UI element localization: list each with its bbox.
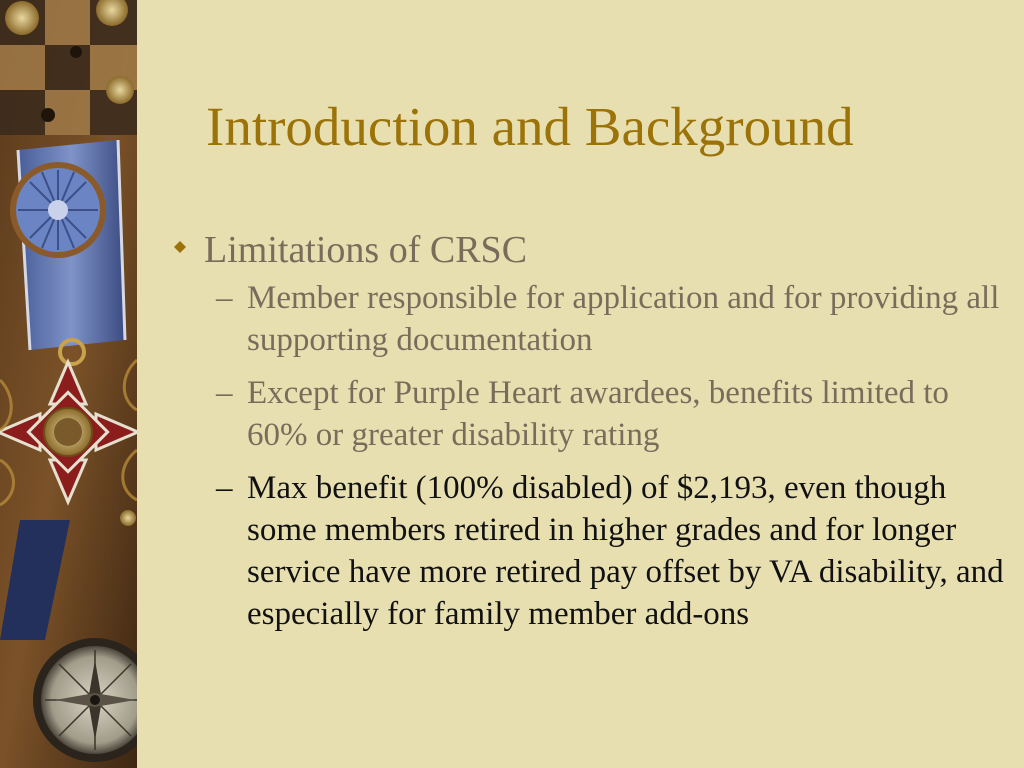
bullet-item — [174, 226, 1004, 274]
slide-content — [174, 226, 1004, 646]
sidebar-medals-image — [0, 0, 137, 768]
sub-bullet-list — [174, 277, 1004, 635]
sub-bullet-text: Member responsible for application and for providing all supporting documentation — [247, 280, 1000, 358]
sub-bullet-item — [174, 277, 1004, 361]
sub-bullet-text: Except for Purple Heart awardees, benefits limited to 60% or greater disability rating — [247, 375, 949, 453]
dash-bullet: – — [216, 280, 233, 316]
sub-bullet-item — [174, 372, 1004, 456]
sub-bullet-item — [174, 467, 1004, 635]
medals-decoration — [0, 0, 137, 768]
dash-bullet: – — [216, 470, 233, 506]
sub-bullet-text: Max benefit (100% disabled) of $2,193, even though some members retired in higher grades and for longer service have more retired pay offset by VA disability, and especially for family member add-ons — [247, 470, 1004, 632]
diamond-bullet-icon — [174, 241, 186, 253]
slide-title: Introduction and Background — [206, 96, 854, 157]
bullet-text: Limitations of CRSC — [204, 229, 528, 271]
dash-bullet: – — [216, 375, 233, 411]
